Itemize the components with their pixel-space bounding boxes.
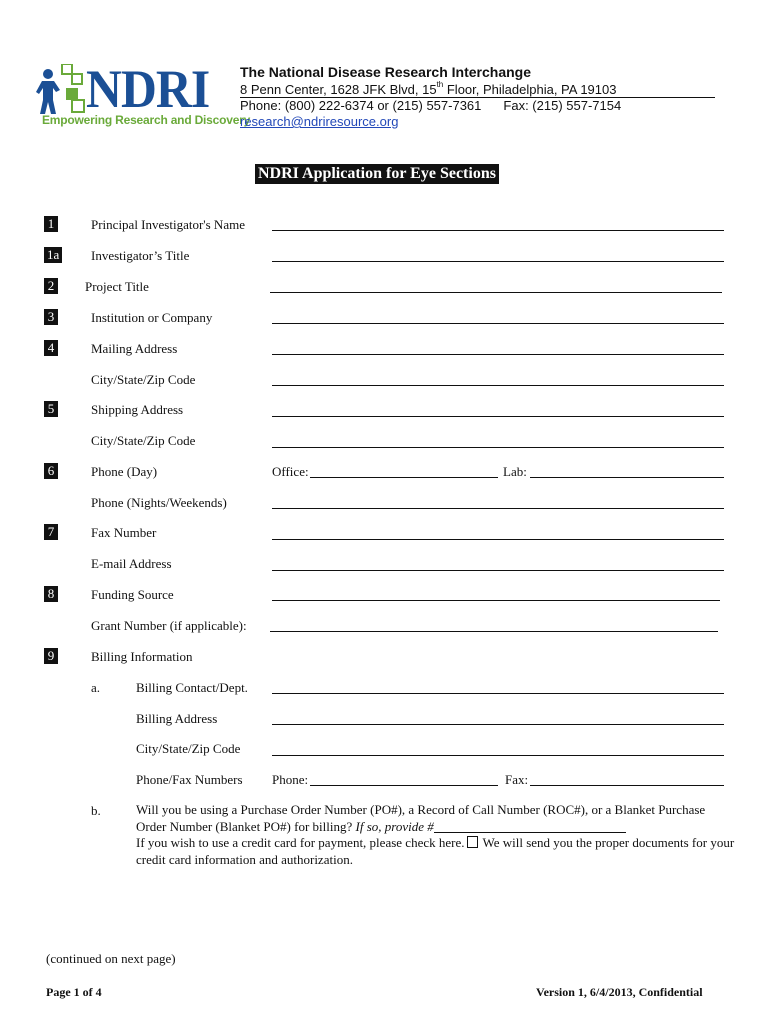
field-number: 5 (44, 401, 58, 417)
field-label: Shipping Address (91, 402, 184, 417)
field-label: City/State/Zip Code (136, 741, 241, 756)
pi-name-field[interactable] (272, 230, 724, 231)
po-question: Will you be using a Purchase Order Number (PO#), a Record of Call Number (ROC#), or a Blanket Purchase Order Number (Blanket PO#) for billing? (136, 802, 706, 834)
page-number: Page 1 of 4 (46, 985, 102, 999)
po-provide-prompt: If so, provide # (355, 818, 434, 834)
ndri-logo-figure-icon (36, 64, 88, 118)
field-label: Billing Information (91, 649, 193, 664)
institution-field[interactable] (272, 323, 724, 324)
ndri-logo (36, 59, 251, 132)
field-label: Institution or Company (91, 310, 213, 325)
version-info: Version 1, 6/4/2013, Confidential (536, 985, 703, 999)
mailing-address-field[interactable] (272, 354, 724, 355)
address-part: 8 Penn Center, 1628 JFK Blvd, 15 (240, 82, 437, 97)
field-label: Mailing Address (91, 341, 178, 356)
billing-po-paragraph (136, 802, 736, 868)
billing-phone-field[interactable] (310, 785, 498, 786)
lab-label: Lab: (503, 464, 527, 479)
org-address (240, 82, 715, 98)
field-number: 9 (44, 648, 58, 664)
field-label: Investigator’s Title (91, 248, 190, 263)
field-number: 2 (44, 278, 58, 294)
field-label: Principal Investigator's Name (91, 217, 245, 232)
field-label: Phone/Fax Numbers (136, 772, 243, 787)
org-name: The National Disease Research Interchange (240, 64, 531, 80)
mailing-city-state-zip-field[interactable] (272, 385, 724, 386)
field-number: 7 (44, 524, 58, 540)
field-label: Billing Address (136, 711, 218, 726)
billing-fax-label: Fax: (505, 772, 529, 787)
field-label: Phone (Day) (91, 464, 158, 479)
billing-contact-field[interactable] (272, 693, 724, 694)
org-phone: Phone: (800) 222-6374 or (215) 557-7361 (240, 98, 482, 113)
address-ordinal: th (436, 80, 444, 89)
address-part: Floor, Philadelphia, PA 19103 (443, 82, 617, 97)
field-label: Billing Contact/Dept. (136, 680, 248, 695)
logo-tagline: Empowering Research and Discovery (42, 113, 251, 127)
field-label: E-mail Address (91, 556, 172, 571)
field-number: 1 (44, 216, 58, 232)
project-title-field[interactable] (270, 292, 722, 293)
office-label: Office: (272, 464, 309, 479)
logo-wordmark: NDRI (86, 59, 210, 119)
grant-number-field[interactable] (270, 631, 718, 632)
billing-phone-label: Phone: (272, 772, 309, 787)
field-label: Funding Source (91, 587, 174, 602)
org-phone-line (240, 98, 621, 113)
investigator-title-field[interactable] (272, 261, 724, 262)
night-phone-field[interactable] (272, 508, 724, 509)
field-number: 3 (44, 309, 58, 325)
field-number: 6 (44, 463, 58, 479)
shipping-address-field[interactable] (272, 416, 724, 417)
billing-fax-field[interactable] (530, 785, 724, 786)
po-number-field[interactable] (434, 820, 626, 833)
credit-card-followup: We will send you the proper documents for your credit card information and authorization. (136, 835, 735, 867)
billing-city-state-zip-field[interactable] (272, 755, 724, 756)
org-email-link[interactable]: research@ndriresource.org (240, 114, 399, 129)
field-number: 4 (44, 340, 58, 356)
fax-number-field[interactable] (272, 539, 724, 540)
org-fax: Fax: (215) 557-7154 (503, 98, 622, 113)
continued-note: (continued on next page) (46, 951, 176, 966)
form-title: NDRI Application for Eye Sections (255, 164, 499, 184)
email-address-field[interactable] (272, 570, 724, 571)
lab-phone-field[interactable] (530, 477, 724, 478)
credit-card-text: If you wish to use a credit card for payment, please check here. (136, 835, 465, 850)
credit-card-checkbox[interactable] (467, 836, 478, 848)
office-phone-field[interactable] (310, 477, 498, 478)
field-number: 8 (44, 586, 58, 602)
field-label: Grant Number (if applicable): (91, 618, 247, 633)
field-number: 1a (44, 247, 62, 263)
shipping-city-state-zip-field[interactable] (272, 447, 724, 448)
field-label: Project Title (85, 279, 149, 294)
item-marker-b: b. (91, 803, 101, 818)
field-label: City/State/Zip Code (91, 433, 196, 448)
funding-source-field[interactable] (272, 600, 720, 601)
field-label: City/State/Zip Code (91, 372, 196, 387)
field-label: Phone (Nights/Weekends) (91, 495, 227, 510)
item-marker-a: a. (91, 680, 101, 695)
billing-address-field[interactable] (272, 724, 724, 725)
field-label: Fax Number (91, 525, 157, 540)
